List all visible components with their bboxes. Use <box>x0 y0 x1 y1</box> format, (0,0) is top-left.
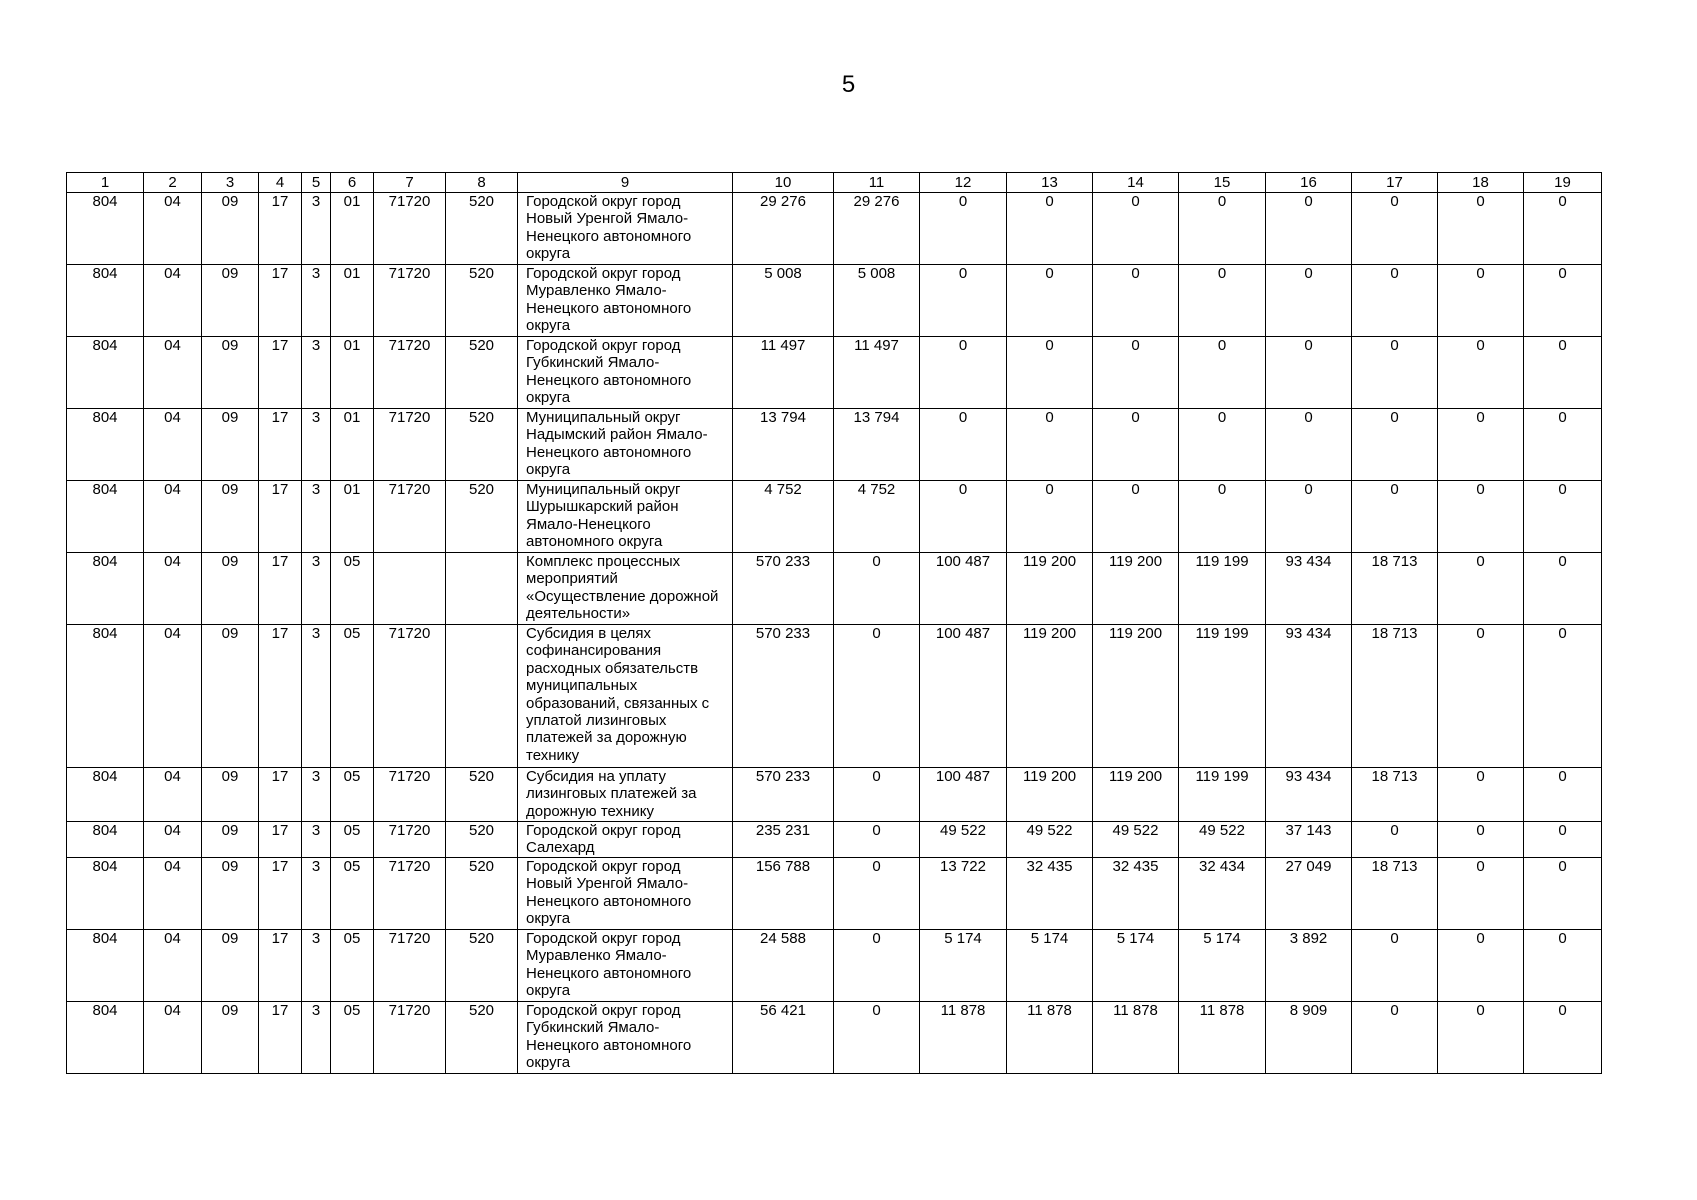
table-cell: 0 <box>1007 337 1093 409</box>
table-cell: 520 <box>446 1002 518 1074</box>
column-header: 13 <box>1007 173 1093 193</box>
table-cell: 17 <box>259 481 302 553</box>
table-cell: 17 <box>259 193 302 265</box>
table-cell: 119 199 <box>1179 553 1266 625</box>
table-cell: 0 <box>1524 1002 1602 1074</box>
row-name-cell: Комплекс процессных мероприятий «Осуществление дорожной деятельности» <box>518 553 733 625</box>
table-cell: 04 <box>144 337 202 409</box>
table-cell: 3 <box>302 858 331 930</box>
row-name-cell: Городской округ город Губкинский Ямало-Ненецкого автономного округа <box>518 1002 733 1074</box>
table-row <box>67 1002 1602 1074</box>
table-cell: 570 233 <box>733 768 834 822</box>
table-cell: 11 878 <box>1007 1002 1093 1074</box>
table-cell: 520 <box>446 768 518 822</box>
table-cell: 5 174 <box>920 930 1007 1002</box>
table-cell: 3 <box>302 193 331 265</box>
table-cell: 04 <box>144 625 202 768</box>
table-cell: 0 <box>1438 1002 1524 1074</box>
table-cell: 71720 <box>374 1002 446 1074</box>
table-cell: 0 <box>834 930 920 1002</box>
table-cell: 05 <box>331 768 374 822</box>
column-header: 5 <box>302 173 331 193</box>
table-cell: 0 <box>1007 193 1093 265</box>
table-row <box>67 409 1602 481</box>
table-cell: 04 <box>144 768 202 822</box>
table-cell: 5 174 <box>1179 930 1266 1002</box>
table-cell: 09 <box>202 481 259 553</box>
table-cell: 49 522 <box>1179 822 1266 858</box>
table-cell: 13 722 <box>920 858 1007 930</box>
table-cell: 01 <box>331 193 374 265</box>
table-cell: 01 <box>331 337 374 409</box>
table-cell: 520 <box>446 481 518 553</box>
table-cell: 0 <box>1179 409 1266 481</box>
table-cell: 0 <box>1438 193 1524 265</box>
table-cell: 0 <box>834 1002 920 1074</box>
row-name-cell: Городской округ город Муравленко Ямало-Ненецкого автономного округа <box>518 930 733 1002</box>
table-row <box>67 337 1602 409</box>
table-cell: 09 <box>202 409 259 481</box>
column-header: 16 <box>1266 173 1352 193</box>
table-cell: 119 200 <box>1093 553 1179 625</box>
table-cell: 11 878 <box>1179 1002 1266 1074</box>
column-header: 9 <box>518 173 733 193</box>
table-cell: 0 <box>1524 337 1602 409</box>
table-cell: 17 <box>259 822 302 858</box>
table-cell: 17 <box>259 625 302 768</box>
table-cell: 01 <box>331 265 374 337</box>
table-cell: 09 <box>202 1002 259 1074</box>
table-cell: 0 <box>920 481 1007 553</box>
table-cell: 3 <box>302 553 331 625</box>
table-cell: 3 <box>302 265 331 337</box>
column-header: 11 <box>834 173 920 193</box>
table-cell: 05 <box>331 553 374 625</box>
row-name-cell: Городской округ город Муравленко Ямало-Ненецкого автономного округа <box>518 265 733 337</box>
table-cell: 3 <box>302 337 331 409</box>
table-cell: 0 <box>1093 337 1179 409</box>
table-cell: 0 <box>1438 858 1524 930</box>
table-cell: 71720 <box>374 481 446 553</box>
table-cell: 0 <box>834 822 920 858</box>
table-cell: 29 276 <box>834 193 920 265</box>
table-cell: 119 200 <box>1007 553 1093 625</box>
table-cell: 13 794 <box>834 409 920 481</box>
table-cell: 05 <box>331 822 374 858</box>
table-cell: 71720 <box>374 409 446 481</box>
table-cell: 520 <box>446 858 518 930</box>
table-cell: 520 <box>446 265 518 337</box>
table-cell: 0 <box>920 265 1007 337</box>
table-cell: 5 008 <box>834 265 920 337</box>
row-name-cell: Субсидия на уплату лизинговых платежей за дорожную технику <box>518 768 733 822</box>
row-name-cell: Городской округ город Губкинский Ямало-Ненецкого автономного округа <box>518 337 733 409</box>
table-cell: 804 <box>67 930 144 1002</box>
row-name-cell: Субсидия в целях софинансирования расходных обязательств муниципальных образований, связанных с уплатой лизинговых платежей за дорожную технику <box>518 625 733 768</box>
table-cell: 119 200 <box>1093 625 1179 768</box>
table-cell: 04 <box>144 553 202 625</box>
table-cell: 0 <box>1438 409 1524 481</box>
column-header: 4 <box>259 173 302 193</box>
table-cell: 520 <box>446 193 518 265</box>
table-cell: 04 <box>144 265 202 337</box>
table-cell: 804 <box>67 625 144 768</box>
table-cell: 0 <box>1179 337 1266 409</box>
table-cell: 0 <box>1352 822 1438 858</box>
table-cell: 5 008 <box>733 265 834 337</box>
table-cell: 93 434 <box>1266 625 1352 768</box>
table-cell: 235 231 <box>733 822 834 858</box>
table-cell: 520 <box>446 409 518 481</box>
table-cell: 0 <box>1524 193 1602 265</box>
table-cell: 04 <box>144 1002 202 1074</box>
table-cell: 0 <box>1524 265 1602 337</box>
table-cell: 804 <box>67 553 144 625</box>
table-cell: 09 <box>202 822 259 858</box>
table-cell: 100 487 <box>920 625 1007 768</box>
table-cell: 09 <box>202 553 259 625</box>
table-cell: 17 <box>259 930 302 1002</box>
table-cell: 11 497 <box>733 337 834 409</box>
table-cell: 156 788 <box>733 858 834 930</box>
table-cell: 32 435 <box>1093 858 1179 930</box>
table-cell: 0 <box>1524 553 1602 625</box>
table-cell: 05 <box>331 930 374 1002</box>
table-cell: 04 <box>144 409 202 481</box>
table-cell: 17 <box>259 337 302 409</box>
table-body <box>67 193 1602 1074</box>
table-cell: 49 522 <box>1093 822 1179 858</box>
header-row <box>67 173 1602 193</box>
table-cell: 32 435 <box>1007 858 1093 930</box>
table-cell: 4 752 <box>733 481 834 553</box>
column-header: 17 <box>1352 173 1438 193</box>
column-header: 3 <box>202 173 259 193</box>
table-cell: 0 <box>1524 409 1602 481</box>
table-cell: 0 <box>1179 481 1266 553</box>
table-cell: 18 713 <box>1352 768 1438 822</box>
table-cell: 0 <box>920 193 1007 265</box>
table-cell: 71720 <box>374 625 446 768</box>
table-cell: 3 <box>302 822 331 858</box>
table-cell: 100 487 <box>920 553 1007 625</box>
table-cell: 71720 <box>374 768 446 822</box>
table-cell: 0 <box>1093 193 1179 265</box>
table-cell: 0 <box>920 409 1007 481</box>
row-name-cell: Муниципальный округ Шурышкарский район Ямало-Ненецкого автономного округа <box>518 481 733 553</box>
table-cell: 3 <box>302 625 331 768</box>
table-cell: 119 200 <box>1007 625 1093 768</box>
table-cell: 11 878 <box>1093 1002 1179 1074</box>
row-name-cell: Городской округ город Новый Уренгой Ямало-Ненецкого автономного округа <box>518 858 733 930</box>
table-cell: 0 <box>1352 409 1438 481</box>
table-cell: 3 <box>302 409 331 481</box>
table-cell: 0 <box>834 858 920 930</box>
table-cell: 5 174 <box>1093 930 1179 1002</box>
table-cell: 4 752 <box>834 481 920 553</box>
table-cell: 570 233 <box>733 625 834 768</box>
table-cell: 119 199 <box>1179 625 1266 768</box>
table-cell: 5 174 <box>1007 930 1093 1002</box>
table-cell: 520 <box>446 337 518 409</box>
table-cell: 100 487 <box>920 768 1007 822</box>
table-cell: 05 <box>331 1002 374 1074</box>
table-cell: 0 <box>1007 265 1093 337</box>
table-cell: 09 <box>202 858 259 930</box>
table-cell: 11 497 <box>834 337 920 409</box>
table-cell: 0 <box>1524 481 1602 553</box>
table-cell: 3 <box>302 1002 331 1074</box>
table-cell: 27 049 <box>1266 858 1352 930</box>
table-cell: 0 <box>1438 822 1524 858</box>
table-cell: 09 <box>202 625 259 768</box>
table-cell: 49 522 <box>920 822 1007 858</box>
table-cell: 804 <box>67 265 144 337</box>
table-cell: 32 434 <box>1179 858 1266 930</box>
table-cell <box>374 553 446 625</box>
table-cell: 0 <box>1093 409 1179 481</box>
table-cell: 0 <box>834 768 920 822</box>
row-name-cell: Муниципальный округ Надымский район Ямало-Ненецкого автономного округа <box>518 409 733 481</box>
table-cell: 804 <box>67 481 144 553</box>
table-cell: 71720 <box>374 265 446 337</box>
table-row <box>67 265 1602 337</box>
table-cell: 0 <box>1352 337 1438 409</box>
table-cell: 0 <box>1524 858 1602 930</box>
table-cell: 0 <box>1438 930 1524 1002</box>
table-cell: 09 <box>202 337 259 409</box>
table-row <box>67 858 1602 930</box>
table-cell: 71720 <box>374 930 446 1002</box>
row-name-cell: Городской округ город Салехард <box>518 822 733 858</box>
table-cell: 0 <box>1179 193 1266 265</box>
table-cell: 17 <box>259 768 302 822</box>
table-cell: 0 <box>1524 930 1602 1002</box>
table-cell: 0 <box>1352 481 1438 553</box>
page-number: 5 <box>841 71 856 98</box>
table-cell: 56 421 <box>733 1002 834 1074</box>
table-cell: 804 <box>67 193 144 265</box>
table-cell: 17 <box>259 409 302 481</box>
table-cell: 3 <box>302 481 331 553</box>
table-cell: 0 <box>1007 481 1093 553</box>
table-cell: 0 <box>1524 768 1602 822</box>
table-cell: 17 <box>259 265 302 337</box>
table-cell: 0 <box>1093 481 1179 553</box>
table-cell: 04 <box>144 858 202 930</box>
row-name-cell: Городской округ город Новый Уренгой Ямало-Ненецкого автономного округа <box>518 193 733 265</box>
table-cell: 04 <box>144 822 202 858</box>
table-cell: 24 588 <box>733 930 834 1002</box>
table-cell: 0 <box>1438 625 1524 768</box>
table-cell <box>446 553 518 625</box>
table-cell: 804 <box>67 822 144 858</box>
table-cell: 93 434 <box>1266 768 1352 822</box>
table-cell: 04 <box>144 193 202 265</box>
table-cell: 05 <box>331 625 374 768</box>
table-cell: 0 <box>834 625 920 768</box>
table-cell: 0 <box>1266 481 1352 553</box>
table-row <box>67 553 1602 625</box>
table-cell: 18 713 <box>1352 625 1438 768</box>
column-header: 8 <box>446 173 518 193</box>
table-cell: 804 <box>67 409 144 481</box>
table-cell: 18 713 <box>1352 858 1438 930</box>
table-cell: 0 <box>1093 265 1179 337</box>
table-cell: 11 878 <box>920 1002 1007 1074</box>
table-cell: 09 <box>202 193 259 265</box>
table-cell <box>446 625 518 768</box>
table-cell: 0 <box>834 553 920 625</box>
table-cell: 804 <box>67 768 144 822</box>
table-cell: 13 794 <box>733 409 834 481</box>
budget-table <box>66 172 1602 1074</box>
column-header: 2 <box>144 173 202 193</box>
table-cell: 09 <box>202 265 259 337</box>
table-cell: 0 <box>1352 265 1438 337</box>
table-cell: 520 <box>446 822 518 858</box>
table-cell: 04 <box>144 930 202 1002</box>
table-cell: 0 <box>1352 1002 1438 1074</box>
table-cell: 71720 <box>374 337 446 409</box>
table-row <box>67 822 1602 858</box>
table-cell: 29 276 <box>733 193 834 265</box>
column-header: 19 <box>1524 173 1602 193</box>
table-cell: 119 200 <box>1007 768 1093 822</box>
table-cell: 3 <box>302 768 331 822</box>
table-cell: 119 200 <box>1093 768 1179 822</box>
table-cell: 0 <box>1438 481 1524 553</box>
column-header: 7 <box>374 173 446 193</box>
table-cell: 09 <box>202 768 259 822</box>
table-cell: 0 <box>1524 822 1602 858</box>
table-cell: 0 <box>1438 553 1524 625</box>
table-cell: 0 <box>1007 409 1093 481</box>
table-cell: 17 <box>259 858 302 930</box>
table-cell: 8 909 <box>1266 1002 1352 1074</box>
table-cell: 37 143 <box>1266 822 1352 858</box>
table-cell: 119 199 <box>1179 768 1266 822</box>
table-cell: 04 <box>144 481 202 553</box>
table-cell: 71720 <box>374 858 446 930</box>
column-header: 12 <box>920 173 1007 193</box>
table-cell: 17 <box>259 1002 302 1074</box>
table-cell: 804 <box>67 858 144 930</box>
table-cell: 0 <box>1438 337 1524 409</box>
table-cell: 05 <box>331 858 374 930</box>
table-row <box>67 930 1602 1002</box>
table-cell: 3 892 <box>1266 930 1352 1002</box>
table-cell: 804 <box>67 1002 144 1074</box>
table-row <box>67 193 1602 265</box>
column-header: 15 <box>1179 173 1266 193</box>
table-cell: 93 434 <box>1266 553 1352 625</box>
table-cell: 3 <box>302 930 331 1002</box>
table-cell: 01 <box>331 481 374 553</box>
table-cell: 0 <box>1524 625 1602 768</box>
table-cell: 520 <box>446 930 518 1002</box>
table-cell: 18 713 <box>1352 553 1438 625</box>
table-cell: 49 522 <box>1007 822 1093 858</box>
column-header: 14 <box>1093 173 1179 193</box>
table-cell: 0 <box>1179 265 1266 337</box>
table-cell: 0 <box>1438 265 1524 337</box>
table-cell: 0 <box>1266 265 1352 337</box>
table-cell: 570 233 <box>733 553 834 625</box>
table-row <box>67 625 1602 768</box>
table-cell: 09 <box>202 930 259 1002</box>
table-cell: 0 <box>1352 193 1438 265</box>
table-row <box>67 768 1602 822</box>
column-header: 6 <box>331 173 374 193</box>
table-cell: 804 <box>67 337 144 409</box>
column-header: 18 <box>1438 173 1524 193</box>
table-cell: 71720 <box>374 822 446 858</box>
table-cell: 0 <box>1266 409 1352 481</box>
table-cell: 0 <box>1266 193 1352 265</box>
table-cell: 0 <box>1266 337 1352 409</box>
column-header: 1 <box>67 173 144 193</box>
table-cell: 0 <box>1352 930 1438 1002</box>
table-cell: 0 <box>1438 768 1524 822</box>
table-cell: 71720 <box>374 193 446 265</box>
column-header: 10 <box>733 173 834 193</box>
table-cell: 01 <box>331 409 374 481</box>
table-cell: 0 <box>920 337 1007 409</box>
table-cell: 17 <box>259 553 302 625</box>
table-row <box>67 481 1602 553</box>
